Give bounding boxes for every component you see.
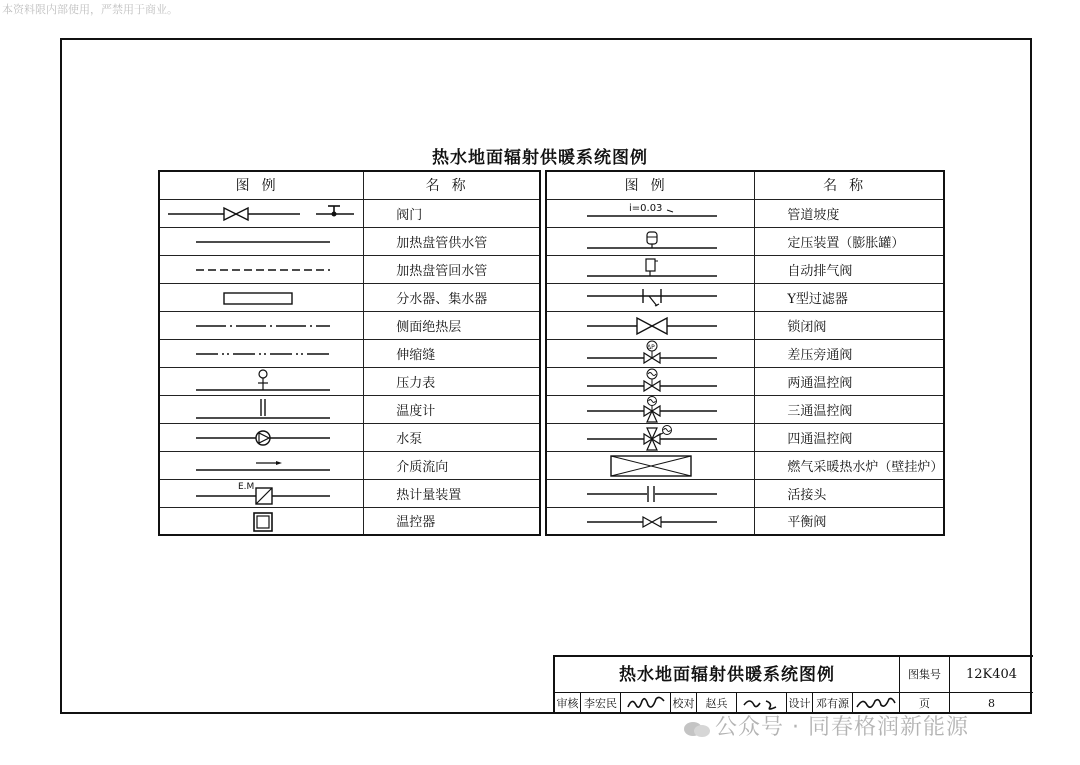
table-row [159, 255, 540, 283]
legend-table-right [545, 170, 945, 536]
wechat-icon [683, 719, 711, 737]
table-row [546, 451, 944, 479]
pump-icon [159, 423, 364, 451]
title-block-title: 热水地面辐射供暖系统图例 [555, 657, 900, 693]
table-row [546, 227, 944, 255]
designer-name: 邓有源 [813, 693, 853, 714]
auto-air-vent-icon [546, 255, 755, 283]
table-row [546, 507, 944, 535]
legend-name: 管道坡度 [755, 199, 944, 227]
table-row [546, 199, 944, 227]
differential-pressure-label: ΔP [647, 343, 655, 351]
heat-meter-label: E.M [238, 481, 255, 492]
return-pipe-icon [159, 255, 364, 283]
table-row [159, 227, 540, 255]
table-row [159, 507, 540, 535]
design-label: 设计 [787, 693, 813, 714]
supply-pipe-icon [159, 227, 364, 255]
table-row [546, 339, 944, 367]
legend-name: 压力表 [364, 367, 540, 395]
union-icon [546, 479, 755, 507]
legend-table-left [158, 170, 541, 536]
differential-pressure-bypass-valve-icon [546, 339, 755, 367]
legend-name: 温度计 [364, 395, 540, 423]
checker-name: 赵兵 [697, 693, 737, 714]
header-name-left: 名称 [364, 171, 540, 199]
heat-meter-icon [159, 479, 364, 507]
reviewer-name: 李宏民 [581, 693, 621, 714]
reviewer-signature [621, 693, 671, 714]
y-strainer-icon [546, 283, 755, 311]
table-row [546, 479, 944, 507]
valve-icon [159, 199, 364, 227]
table-row [546, 395, 944, 423]
atlas-number: 12K404 [950, 657, 1033, 693]
lock-valve-icon [546, 311, 755, 339]
legend-name: 加热盘管回水管 [364, 255, 540, 283]
wechat-watermark-text: 公众号 · 同春格润新能源 [715, 715, 969, 740]
page-label: 页 [900, 693, 950, 714]
review-label: 审核 [555, 693, 581, 714]
table-row [159, 283, 540, 311]
legend-name: 活接头 [755, 479, 944, 507]
thermometer-icon [159, 395, 364, 423]
table-row [546, 311, 944, 339]
table-row [159, 199, 540, 227]
legend-name: 燃气采暖热水炉（壁挂炉） [755, 451, 944, 479]
legend-name: 分水器、集水器 [364, 283, 540, 311]
check-label: 校对 [671, 693, 697, 714]
table-row [159, 395, 540, 423]
legend-name: 热计量装置 [364, 479, 540, 507]
atlas-label: 图集号 [900, 657, 950, 693]
legend-name: 侧面绝热层 [364, 311, 540, 339]
table-row [159, 339, 540, 367]
balance-valve-icon [546, 507, 755, 535]
legend-name: 阀门 [364, 199, 540, 227]
legend-name: Y型过滤器 [755, 283, 944, 311]
legend-name: 温控器 [364, 507, 540, 535]
four-way-thermostatic-valve-icon [546, 423, 755, 451]
title-block [553, 655, 1033, 714]
legend-name: 锁闭阀 [755, 311, 944, 339]
legend-name: 加热盘管供水管 [364, 227, 540, 255]
table-row [159, 367, 540, 395]
table-row [159, 479, 540, 507]
flow-direction-icon [159, 451, 364, 479]
legend-name: 四通温控阀 [755, 423, 944, 451]
table-row [546, 283, 944, 311]
two-way-thermostatic-valve-icon [546, 367, 755, 395]
legend-name: 定压装置（膨胀罐） [755, 227, 944, 255]
wechat-watermark [683, 710, 969, 741]
legend-name: 平衡阀 [755, 507, 944, 535]
manifold-icon [159, 283, 364, 311]
page-number: 8 [988, 697, 995, 710]
table-row [546, 255, 944, 283]
header-name-right: 名称 [755, 171, 944, 199]
expansion-tank-icon [546, 227, 755, 255]
table-row [159, 451, 540, 479]
pipe-slope-icon [546, 199, 755, 227]
table-row [546, 423, 944, 451]
table-row [159, 423, 540, 451]
legend-name: 差压旁通阀 [755, 339, 944, 367]
expansion-joint-icon [159, 339, 364, 367]
legend-name: 三通温控阀 [755, 395, 944, 423]
legend-name: 伸缩缝 [364, 339, 540, 367]
legend-name: 自动排气阀 [755, 255, 944, 283]
thermostat-icon [159, 507, 364, 535]
pressure-gauge-icon [159, 367, 364, 395]
legend-name: 介质流向 [364, 451, 540, 479]
pipe-slope-label: i=0.03 [629, 202, 663, 214]
legend-name: 两通温控阀 [755, 367, 944, 395]
header-symbol-right: 图例 [546, 171, 755, 199]
sheet-title: 热水地面辐射供暖系统图例 [432, 148, 648, 168]
header-symbol-left: 图例 [159, 171, 364, 199]
table-row [546, 367, 944, 395]
table-row [159, 311, 540, 339]
side-insulation-icon [159, 311, 364, 339]
three-way-thermostatic-valve-icon [546, 395, 755, 423]
wall-hung-boiler-icon [546, 451, 755, 479]
legend-name: 水泵 [364, 423, 540, 451]
watermark-top: 本资料限内部使用，严禁用于商业。 [2, 3, 178, 16]
